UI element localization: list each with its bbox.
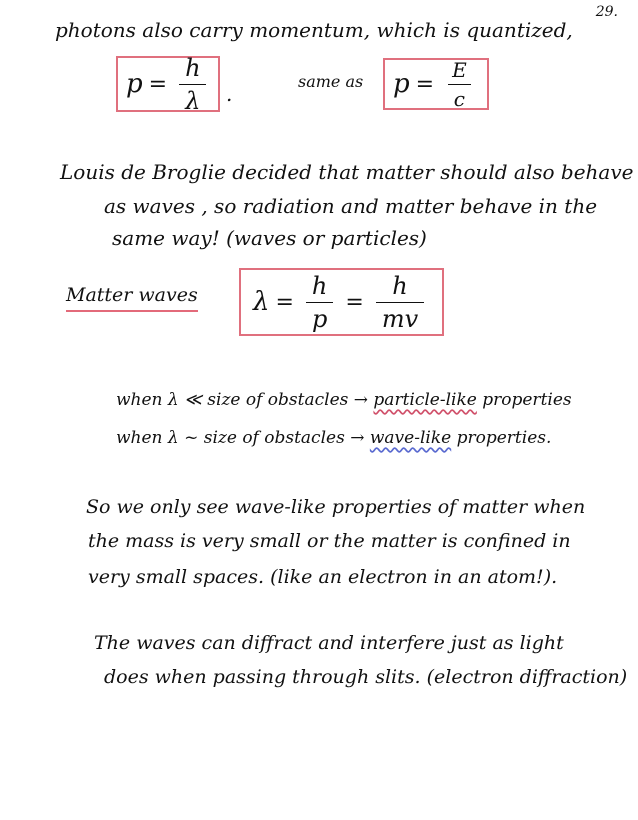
eq3-fraction-1 — [306, 272, 333, 333]
eq1-trailing-dot: . — [226, 82, 233, 106]
eq3-fraction-2 — [376, 272, 424, 333]
matter-waves-label: Matter waves — [66, 284, 198, 312]
same-as-text: same as — [298, 72, 364, 91]
intro-line: photons also carry momentum, which is quantized, — [55, 18, 573, 42]
page-number: 29. — [595, 4, 618, 20]
wave-like-term: wave-like — [369, 428, 452, 448]
debroglie-line-3: same way! (waves or particles) — [112, 226, 427, 250]
eq1-denominator: λ — [179, 84, 206, 115]
condition-particle — [116, 390, 572, 410]
eq1-numerator: h — [185, 53, 201, 82]
eq1-lhs: p — [126, 69, 143, 99]
eq2-fraction — [446, 58, 473, 111]
particle-like-term: particle-like — [373, 390, 477, 410]
eq3-numerator-2: h — [392, 271, 408, 300]
eq3-denominator-2: mv — [376, 302, 424, 333]
energy-momentum-box — [383, 58, 489, 110]
eq2-denominator: c — [448, 84, 471, 111]
eq1-fraction — [179, 54, 206, 115]
condition-wave-suffix: properties. — [456, 428, 552, 448]
para2-line-3: very small spaces. (like an electron in an atom!). — [88, 566, 558, 588]
para3-line-1: The waves can diffract and interfere just as light — [94, 632, 564, 654]
condition-particle-prefix: when λ ≪ size of obstacles → — [116, 390, 369, 410]
eq1-equals: = — [148, 71, 168, 97]
eq3-equals-1: = — [275, 289, 294, 315]
matter-wave-equation-box — [239, 268, 444, 336]
eq2-lhs: p — [393, 69, 410, 99]
eq2-equals: = — [415, 71, 435, 97]
eq3-equals-2: = — [345, 289, 364, 315]
para2-line-2: the mass is very small or the matter is confined in — [88, 530, 571, 552]
condition-particle-suffix: properties — [482, 390, 572, 410]
momentum-equation-box — [116, 53, 220, 115]
eq3-numerator-1: h — [311, 271, 328, 300]
condition-wave-prefix: when λ ~ size of obstacles → — [116, 428, 365, 448]
condition-wave — [116, 428, 551, 448]
eq3-lhs: λ — [253, 287, 270, 317]
para2-line-1: So we only see wave-like properties of matter when — [86, 496, 586, 518]
para3-line-2: does when passing through slits. (electron diffraction) — [104, 666, 628, 688]
eq2-numerator: E — [452, 57, 467, 82]
debroglie-line-2: as waves , so radiation and matter behave in the — [104, 194, 598, 218]
debroglie-line-1: Louis de Broglie decided that matter should also behave — [60, 160, 634, 184]
eq3-denominator-1: p — [306, 302, 333, 333]
